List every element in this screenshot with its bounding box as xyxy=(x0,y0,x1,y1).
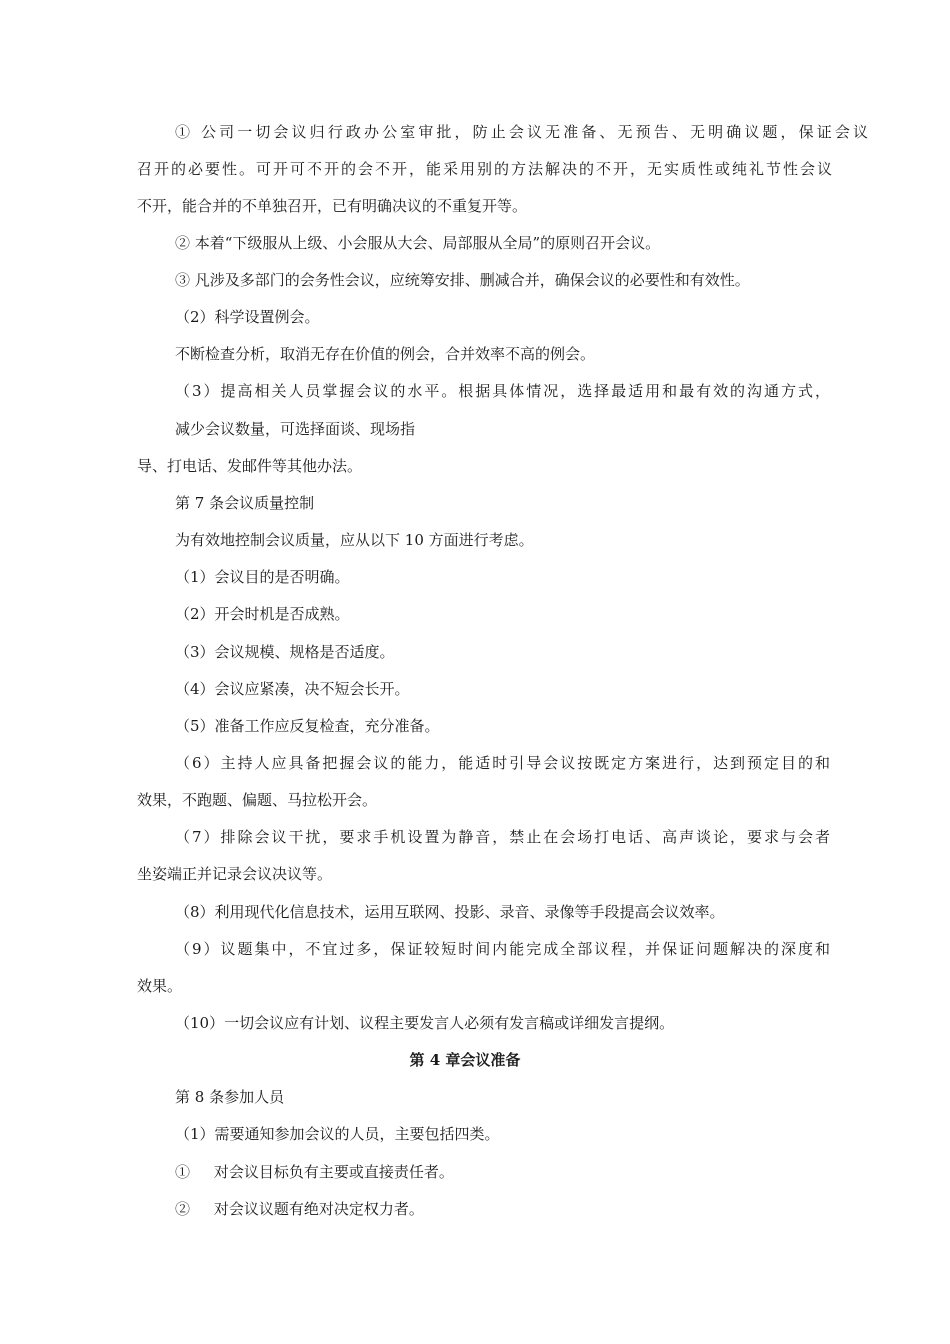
paragraph-line: 坐姿端正并记录会议决议等。 xyxy=(137,865,333,883)
list-item: （10）一切会议应有计划、议程主要发言人必须有发言稿或详细发言提纲。 xyxy=(175,1014,675,1032)
list-item: （8）利用现代化信息技术，运用互联网、投影、录音、录像等手段提高会议效率。 xyxy=(175,903,725,921)
list-item: （7）排除会议干扰，要求手机设置为静音，禁止在会场打电话、高声谈论，要求与会者 xyxy=(175,828,830,846)
list-item: （2）开会时机是否成熟。 xyxy=(175,605,350,623)
list-item: （1）会议目的是否明确。 xyxy=(175,568,350,586)
list-item: （1）需要通知参加会议的人员，主要包括四类。 xyxy=(175,1125,500,1143)
paragraph-line: ① 公司一切会议归行政办公室审批，防止会议无准备、无预告、无明确议题，保证会议 xyxy=(175,123,868,141)
paragraph-line: 不开，能合并的不单独召开，已有明确决议的不重复开等。 xyxy=(137,197,528,215)
chapter-heading: 第 4 章会议准备 xyxy=(409,1051,521,1069)
paragraph-line: 减少会议数量，可选择面谈、现场指 xyxy=(175,420,416,438)
list-item: （3）会议规模、规格是否适度。 xyxy=(175,643,395,661)
paragraph-line: 为有效地控制会议质量，应从以下 10 方面进行考虑。 xyxy=(175,531,534,549)
list-item: （9）议题集中，不宜过多，保证较短时间内能完成全部议程，并保证问题解决的深度和 xyxy=(175,940,830,958)
paragraph-line: 不断检查分析，取消无存在价值的例会，合并效率不高的例会。 xyxy=(175,345,596,363)
list-item: （3）提高相关人员掌握会议的水平。根据具体情况，选择最适用和最有效的沟通方式， xyxy=(175,382,830,400)
paragraph-line: ③ 凡涉及多部门的会务性会议，应统筹安排、删减合并，确保会议的必要性和有效性。 xyxy=(175,271,750,289)
paragraph-line: 效果。 xyxy=(137,977,183,995)
paragraph-line: 导、打电话、发邮件等其他办法。 xyxy=(137,457,363,475)
list-item: ② 对会议议题有绝对决定权力者。 xyxy=(175,1200,424,1218)
list-item: （5）准备工作应反复检查，充分准备。 xyxy=(175,717,440,735)
paragraph-line: 召开的必要性。可开可不开的会不开，能采用别的方法解决的不开，无实质性或纯礼节性会议 xyxy=(137,160,832,178)
article-heading: 第 8 条参加人员 xyxy=(175,1088,285,1106)
list-item: （6）主持人应具备把握会议的能力，能适时引导会议按既定方案进行，达到预定目的和 xyxy=(175,754,830,772)
paragraph-line: 效果，不跑题、偏题、马拉松开会。 xyxy=(137,791,378,809)
list-item: （2）科学设置例会。 xyxy=(175,308,320,326)
list-item: （4）会议应紧凑，决不短会长开。 xyxy=(175,680,410,698)
paragraph-line: ② 本着“下级服从上级、小会服从大会、局部服从全局”的原则召开会议。 xyxy=(175,234,661,252)
list-item: ① 对会议目标负有主要或直接责任者。 xyxy=(175,1163,454,1181)
article-heading: 第 7 条会议质量控制 xyxy=(175,494,315,512)
